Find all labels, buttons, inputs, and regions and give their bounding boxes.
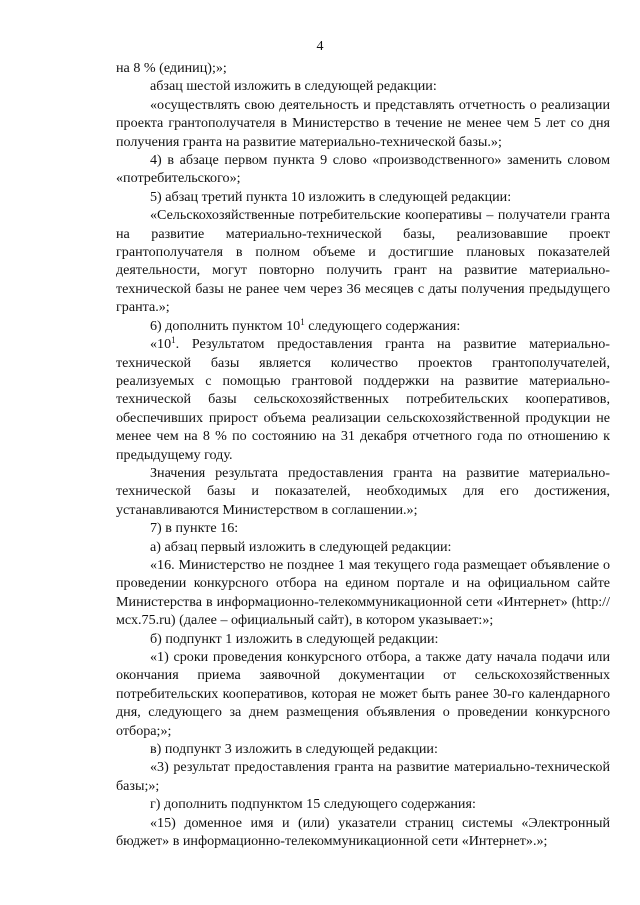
paragraph-quote: «Сельскохозяйственные потребительские кооперативы – получатели гранта на развитие материально-технической базы, реализовавшие проект грантополучателя в полном объеме и достигшие плановых показателей деятельности, могут повторно получить грант на развитие материально-технической базы не ранее чем через 36 месяцев с даты получения предыдущего гранта.»; [116,207,610,316]
paragraph-quote: «осуществлять свою деятельность и представлять отчетность о реализации проекта грантополучателя в Министерство в течение не менее чем 5 лет со дня получения гранта на развитие материально-технической базы.»; [116,96,610,150]
paragraph-subitem-a: а) абзац первый изложить в следующей редакции: [150,538,452,555]
document-body [116,59,610,850]
paragraph-subitem-b: б) подпункт 1 изложить в следующей редакции: [150,630,439,647]
text-run: . Результатом предоставления гранта на развитие материально-технической базы является количество проектов грантополучателей, реализуемых с помощью грантовой поддержки на развитие материально-технической базы сельскохозяйственных потребительских кооперативов, обеспечивших прирост объема реализации сельскохозяйственной продукции не менее чем на 8 % по состоянию на 31 декабря отчетного года по отношению к предыдущему году. [116,336,610,463]
paragraph-item-5: 5) абзац третий пункта 10 изложить в следующей редакции: [150,188,512,205]
paragraph-quote: «1) сроки проведения конкурсного отбора, а также дату начала подачи или окончания приема заявочной документации от сельскохозяйственных потребительских кооперативов, которая не может быть ранее 30-го календарного дня, следующего за днем размещения объявления о проведении конкурсного отбора;»; [116,649,610,739]
paragraph-item-6 [116,317,610,335]
paragraph-quote: «3) результат предоставления гранта на развитие материально-технической базы;»; [116,759,610,794]
paragraph-quote: «16. Министерство не позднее 1 мая текущего года размещает объявление о проведении конкурсного отбора на едином портале и на официальном сайте Министерства в информационно-телекоммуникационной сети «Интернет» (http://мсх.75.ru) (далее – официальный сайт), в котором указывает:»; [116,556,610,629]
paragraph-instruction: абзац шестой изложить в следующей редакции: [150,78,437,95]
superscript: 1 [171,335,176,346]
paragraph-item-7: 7) в пункте 16: [150,520,239,537]
text-run: 6) дополнить пунктом 10 [150,317,301,334]
text-run: следующего содержания: [304,317,461,334]
paragraph-quote: «15) доменное имя и (или) указатели страниц системы «Электронный бюджет» в информационно-телекоммуникационной сети «Интернет».»; [116,814,610,850]
paragraph-quote-10-1 [116,335,610,464]
text-run: «10 [150,336,172,353]
superscript: 1 [300,316,305,327]
paragraph-subitem-v: в) подпункт 3 изложить в следующей редакции: [150,741,438,758]
paragraph-subitem-g: г) дополнить подпунктом 15 следующего содержания: [150,796,476,813]
page-number: 4 [316,39,324,54]
paragraph-item-4: 4) в абзаце первом пункта 9 слово «производственного» заменить словом «потребительского»; [116,152,610,187]
paragraph-continuation: на 8 % (единиц);»; [116,60,227,76]
paragraph-quote-cont: Значения результата предоставления гранта на развитие материально-технической базы и показателей, необходимых для его достижения, устанавливаются Министерством в соглашении.»; [116,464,610,518]
